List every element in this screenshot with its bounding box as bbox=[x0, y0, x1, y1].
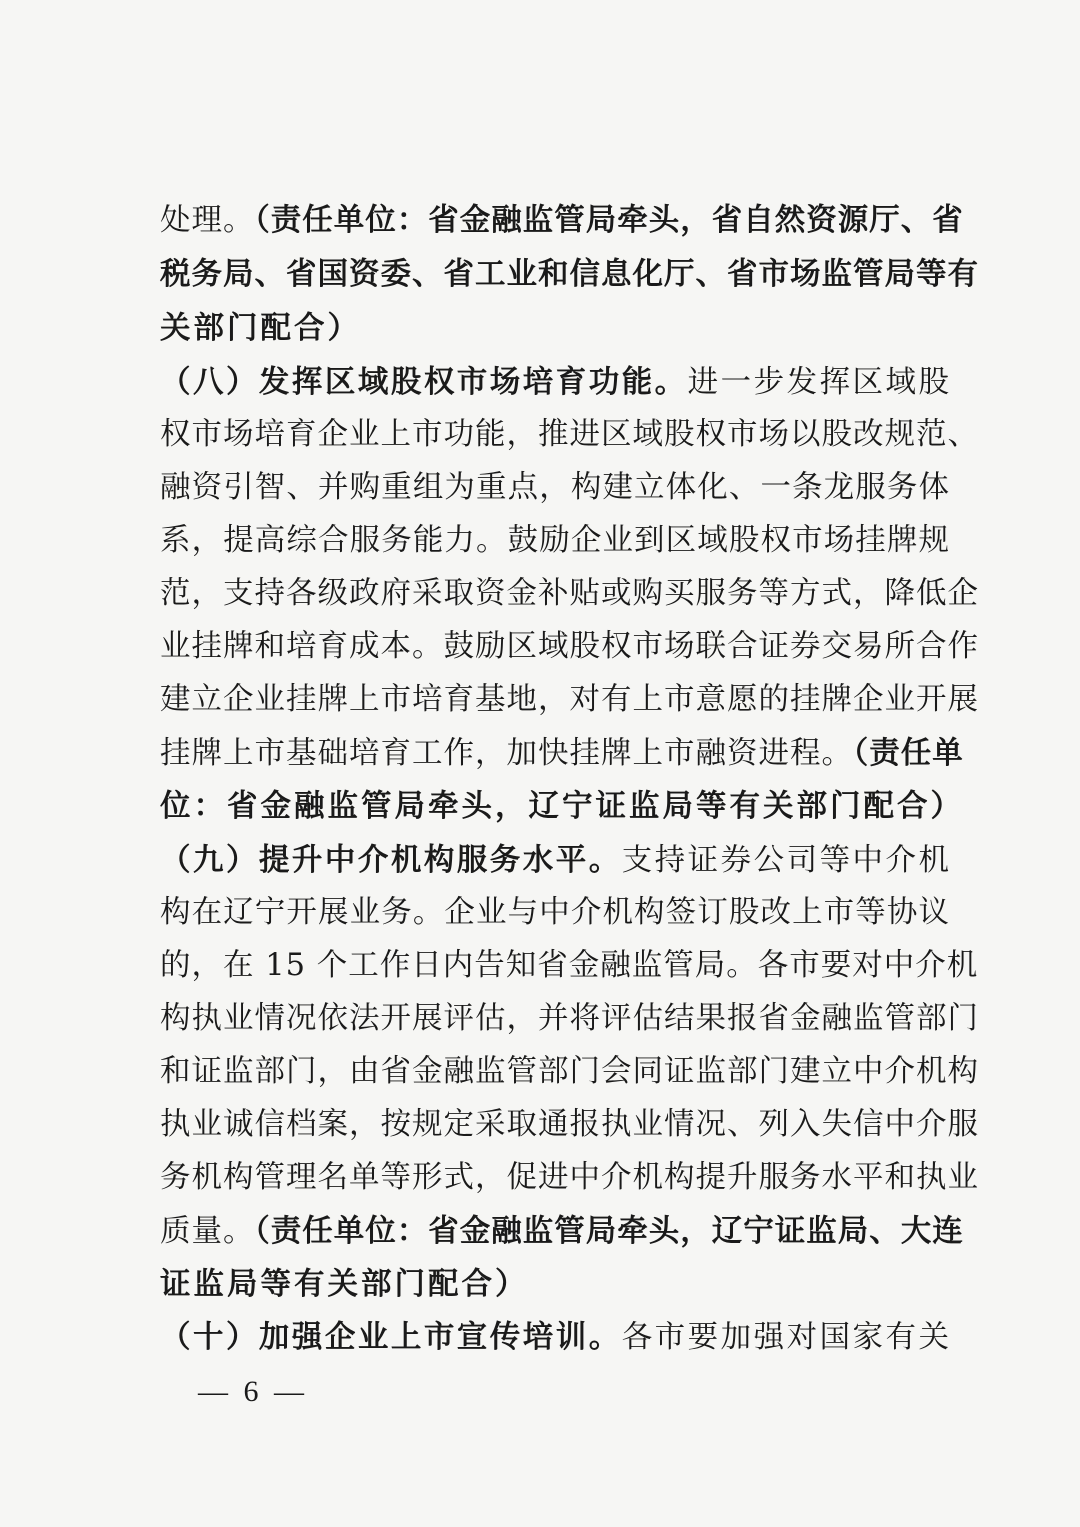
body-line bbox=[160, 836, 950, 884]
page-number: — 6 — bbox=[198, 1375, 308, 1408]
body-line bbox=[160, 995, 979, 1043]
text-run: 构执业情况依法开展评估，并将评估结果报省金融监管部门 bbox=[160, 1001, 979, 1036]
bold-text-run: （八）发挥区域股权市场培育功能。 bbox=[160, 364, 688, 400]
body-line bbox=[160, 1154, 979, 1202]
text-run: 建立企业挂牌上市培育基地，对有上市意愿的挂牌企业开展 bbox=[160, 682, 979, 717]
body-line bbox=[160, 889, 950, 937]
body-line bbox=[160, 1207, 964, 1255]
text-run: 的，在 15 个工作日内告知省金融监管局。各市要对中介机 bbox=[160, 948, 979, 983]
text-run: 质量。 bbox=[160, 1214, 255, 1249]
text-run: 业挂牌和培育成本。鼓励区域股权市场联合证券交易所合作 bbox=[160, 629, 979, 664]
body-line bbox=[160, 729, 964, 777]
text-run: 处理。 bbox=[160, 203, 255, 238]
body-line bbox=[160, 304, 950, 352]
text-run: 和证监部门，由省金融监管部门会同证监部门建立中介机构 bbox=[160, 1054, 979, 1089]
text-run: 各市要加强对国家有关 bbox=[621, 1320, 951, 1355]
body-line bbox=[160, 464, 950, 512]
text-run: 融资引智、并购重组为重点，构建立体化、一条龙服务体 bbox=[160, 470, 950, 505]
body-line bbox=[160, 196, 964, 244]
body-line bbox=[160, 1101, 979, 1149]
text-run: 进一步发挥区域股 bbox=[687, 365, 951, 400]
body-line bbox=[160, 942, 979, 990]
body-line bbox=[160, 358, 950, 406]
bold-text-run: 位：省金融监管局牵头，辽宁证监局等有关部门配合） bbox=[160, 788, 964, 824]
bold-text-run: 税务局、省国资委、省工业和信息化厅、省市场监管局等有 bbox=[160, 256, 979, 292]
body-line bbox=[160, 1048, 979, 1096]
bold-text-run: 证监局等有关部门配合） bbox=[160, 1266, 529, 1302]
text-run: 挂牌上市基础培育工作，加快挂牌上市融资进程。 bbox=[160, 736, 853, 771]
text-run: 权市场培育企业上市功能，推进区域股权市场以股改规范、 bbox=[160, 417, 979, 452]
body-line bbox=[160, 1260, 950, 1308]
body-line bbox=[160, 411, 979, 459]
text-run: 务机构管理名单等形式，促进中介机构提升服务水平和执业 bbox=[160, 1160, 979, 1195]
bold-text-run: （九）提升中介机构服务水平。 bbox=[160, 842, 622, 878]
bold-text-run: （责任单 bbox=[853, 735, 964, 771]
text-run: 支持证券公司等中介机 bbox=[621, 843, 951, 878]
text-run: 系，提高综合服务能力。鼓励企业到区域股权市场挂牌规 bbox=[160, 523, 950, 558]
text-run: 范，支持各级政府采取资金补贴或购买服务等方式，降低企 bbox=[160, 576, 979, 611]
text-run: 执业诚信档案，按规定采取通报执业情况、列入失信中介服 bbox=[160, 1107, 979, 1142]
body-line bbox=[160, 570, 979, 618]
body-line bbox=[160, 1313, 950, 1361]
bold-text-run: （责任单位：省金融监管局牵头，省自然资源厅、省 bbox=[254, 202, 964, 238]
bold-text-run: （责任单位：省金融监管局牵头，辽宁证监局、大连 bbox=[254, 1213, 964, 1249]
bold-text-run: 关部门配合） bbox=[160, 310, 361, 346]
body-line bbox=[160, 782, 964, 830]
bold-text-run: （十）加强企业上市宣传培训。 bbox=[160, 1319, 622, 1355]
body-line bbox=[160, 250, 979, 298]
body-line bbox=[160, 623, 979, 671]
body-line bbox=[160, 517, 950, 565]
text-run: 构在辽宁开展业务。企业与中介机构签订股改上市等协议 bbox=[160, 895, 950, 930]
body-line bbox=[160, 676, 979, 724]
